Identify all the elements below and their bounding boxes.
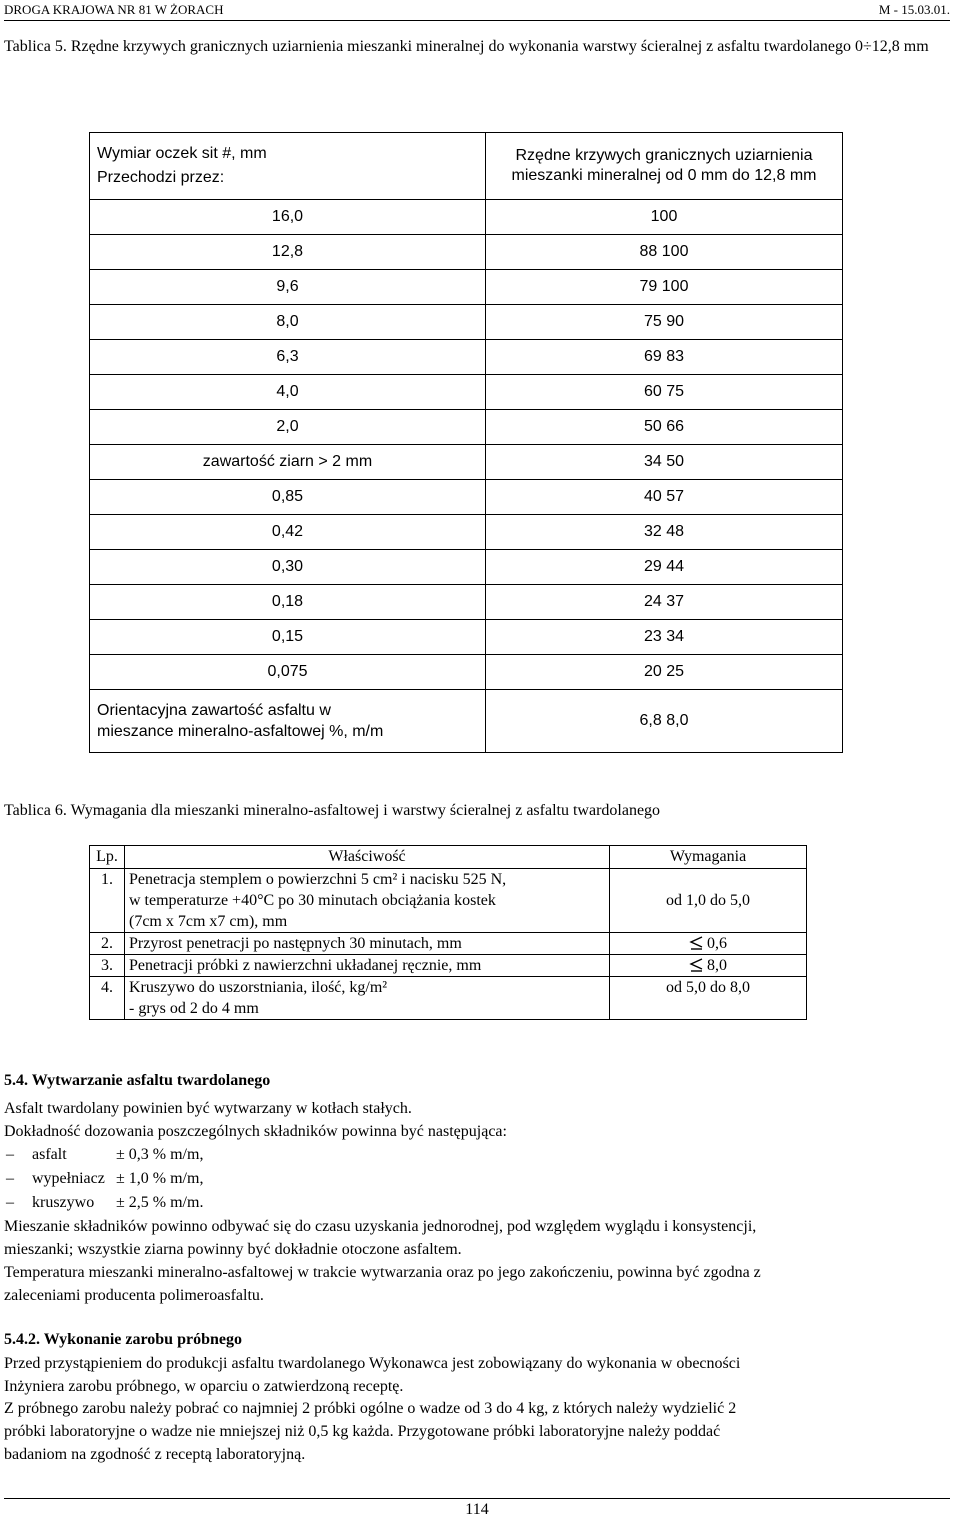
sieve-cell: 0,85 [90, 480, 486, 515]
table5-header-range-line1: Rzędne krzywych granicznych uziarnienia [515, 147, 813, 164]
component-name: wypełniacz [32, 1170, 105, 1187]
range-cell: 100 [486, 200, 843, 235]
table-row [90, 235, 843, 270]
lp-cell: 3. [90, 955, 125, 977]
table-row [90, 410, 843, 445]
table6-header-row [90, 846, 807, 869]
component-tolerance: ± 1,0 % m/m, [116, 1170, 204, 1187]
section-5-4-paragraph-2: Dokładność dozowania poszczególnych składników powinna być następująca: [4, 1123, 507, 1140]
range-cell: 20 25 [486, 655, 843, 690]
table5-header-range-line2: mieszanki mineralnej od 0 mm do 12,8 mm [511, 167, 817, 184]
table-row [90, 933, 807, 955]
sieve-cell: zawartość ziarn > 2 mm [90, 445, 486, 480]
range-cell: 32 48 [486, 515, 843, 550]
col-header-requirement: Wymagania [610, 846, 807, 869]
paragraph-line: zaleceniami producenta polimeroasfaltu. [4, 1287, 264, 1304]
requirement-cell [610, 955, 807, 977]
section-5-4-paragraph-3 [4, 1215, 954, 1261]
range-cell: 29 44 [486, 550, 843, 585]
property-line: - grys od 2 do 4 mm [129, 1000, 259, 1017]
sieve-cell: 0,075 [90, 655, 486, 690]
table-row [90, 340, 843, 375]
range-cell: 34 50 [486, 445, 843, 480]
header-left: DROGA KRAJOWA NR 81 W ŻORACH [4, 2, 224, 17]
paragraph-line: mieszanki; wszystkie ziarna powinny być dokładnie otoczone asfaltem. [4, 1241, 462, 1258]
requirement-value: 0,6 [707, 935, 727, 952]
table-row [90, 375, 843, 410]
paragraph-line: Temperatura mieszanki mineralno-asfaltowej w trakcie wytwarzania oraz po jego zakończeniu, powinna być zgodna z [4, 1264, 761, 1281]
list-item [4, 1191, 950, 1215]
asphalt-content-label [90, 690, 486, 753]
table-row [90, 655, 843, 690]
header-right: M - 15.03.01. [878, 2, 950, 17]
col-header-property: Właściwość [125, 846, 610, 869]
section-5-4-2-paragraph-1 [4, 1352, 954, 1398]
table5-header-range [486, 133, 843, 200]
table-row [90, 550, 843, 585]
dosing-accuracy-list [4, 1143, 950, 1215]
lp-cell: 4. [90, 977, 125, 1020]
sieve-cell: 16,0 [90, 200, 486, 235]
range-cell: 40 57 [486, 480, 843, 515]
page-number: 114 [4, 1498, 950, 1519]
running-header [4, 2, 950, 21]
property-cell [125, 977, 610, 1020]
paragraph-line: próbki laboratoryjne o wadze nie mniejszej niż 0,5 kg każda. Przygotowane próbki laboratoryjne należy poddać [4, 1423, 721, 1440]
property-cell [125, 869, 610, 933]
range-cell: 69 83 [486, 340, 843, 375]
table5 [89, 132, 843, 753]
less-or-equal-icon [689, 958, 704, 972]
lp-cell: 2. [90, 933, 125, 955]
col-header-lp: Lp. [90, 846, 125, 869]
sieve-cell: 0,42 [90, 515, 486, 550]
requirement-cell: od 5,0 do 8,0 [610, 977, 807, 1020]
sieve-cell: 8,0 [90, 305, 486, 340]
asphalt-content-label-line2: mieszance mineralno-asfaltowej %, m/m [97, 723, 384, 740]
table-row [90, 585, 843, 620]
property-line: w temperaturze +40°C po 30 minutach obciążania kostek [129, 892, 496, 909]
sieve-cell: 0,30 [90, 550, 486, 585]
property-line: (7cm x 7cm x7 cm), mm [129, 913, 288, 930]
requirement-cell [610, 933, 807, 955]
section-5-4-heading: 5.4. Wytwarzanie asfaltu twardolanego [4, 1072, 271, 1089]
sieve-cell: 12,8 [90, 235, 486, 270]
property-cell: Przyrost penetracji po następnych 30 minutach, mm [125, 933, 610, 955]
section-5-4-2-heading: 5.4.2. Wykonanie zarobu próbnego [4, 1331, 242, 1348]
component-tolerance: ± 0,3 % m/m, [116, 1146, 204, 1163]
range-cell: 75 90 [486, 305, 843, 340]
property-cell: Penetracji próbki z nawierzchni układanej ręcznie, mm [125, 955, 610, 977]
component-tolerance: ± 2,5 % m/m. [116, 1194, 204, 1211]
requirement-cell: od 1,0 do 5,0 [610, 869, 807, 933]
list-item [4, 1143, 950, 1167]
range-cell: 50 66 [486, 410, 843, 445]
table6-caption: Tablica 6. Wymagania dla mieszanki mineralno-asfaltowej i warstwy ścieralnej z asfaltu twardolanego [4, 802, 661, 819]
sieve-cell: 0,15 [90, 620, 486, 655]
table-row [90, 515, 843, 550]
paragraph-line: Inżyniera zarobu próbnego, w oparciu o zatwierdzoną receptę. [4, 1378, 404, 1395]
section-5-4-paragraph-1: Asfalt twardolany powinien być wytwarzany w kotłach stałych. [4, 1100, 412, 1117]
sieve-cell: 6,3 [90, 340, 486, 375]
paragraph-line: Przed przystąpieniem do produkcji asfaltu twardolanego Wykonawca jest zobowiązany do wykonania w obecności [4, 1355, 741, 1372]
table-row [90, 620, 843, 655]
range-cell: 79 100 [486, 270, 843, 305]
requirement-value: 8,0 [707, 957, 727, 974]
table-row [90, 869, 807, 933]
component-name: asfalt [32, 1146, 67, 1163]
range-cell: 23 34 [486, 620, 843, 655]
range-cell: 24 37 [486, 585, 843, 620]
table-row [90, 200, 843, 235]
sieve-cell: 9,6 [90, 270, 486, 305]
section-5-4-paragraph-4 [4, 1261, 954, 1307]
table5-caption: Tablica 5. Rzędne krzywych granicznych uziarnienia mieszanki mineralnej do wykonania warstwy ścieralnej z asfaltu twardolanego 0÷12,8 mm [4, 38, 929, 55]
table-row [90, 480, 843, 515]
sieve-cell: 0,18 [90, 585, 486, 620]
table-row [90, 305, 843, 340]
lp-cell: 1. [90, 869, 125, 933]
property-line: Kruszywo do uszorstniania, ilość, kg/m² [129, 979, 388, 996]
range-cell: 88 100 [486, 235, 843, 270]
table-row [90, 270, 843, 305]
table5-header-sieve [90, 133, 486, 200]
table5-header-sieve-line1: Wymiar oczek sit #, mm [97, 145, 267, 162]
less-or-equal-icon [689, 936, 704, 950]
list-item [4, 1167, 950, 1191]
sieve-cell: 4,0 [90, 375, 486, 410]
section-5-4-2-paragraph-2 [4, 1397, 954, 1466]
table6 [89, 845, 807, 1020]
property-line: Penetracja stemplem o powierzchni 5 cm² i nacisku 525 N, [129, 871, 507, 888]
table5-asphalt-content-row [90, 690, 843, 753]
table-row [90, 955, 807, 977]
paragraph-line: Z próbnego zarobu należy pobrać co najmniej 2 próbki ogólne o wadze od 3 do 4 kg, z których należy wydzielić 2 [4, 1400, 737, 1417]
table5-header-row [90, 133, 843, 200]
table-row [90, 445, 843, 480]
component-name: kruszywo [32, 1194, 95, 1211]
range-cell: 60 75 [486, 375, 843, 410]
asphalt-content-label-line1: Orientacyjna zawartość asfaltu w [97, 702, 331, 719]
sieve-cell: 2,0 [90, 410, 486, 445]
paragraph-line: badaniom na zgodność z receptą laboratoryjną. [4, 1446, 306, 1463]
table-row [90, 977, 807, 1020]
paragraph-line: Mieszanie składników powinno odbywać się do czasu uzyskania jednorodnej, pod względem wyglądu i konsystencji, [4, 1218, 757, 1235]
table5-header-sieve-line2: Przechodzi przez: [97, 169, 225, 186]
asphalt-content-value: 6,8 8,0 [486, 690, 843, 753]
